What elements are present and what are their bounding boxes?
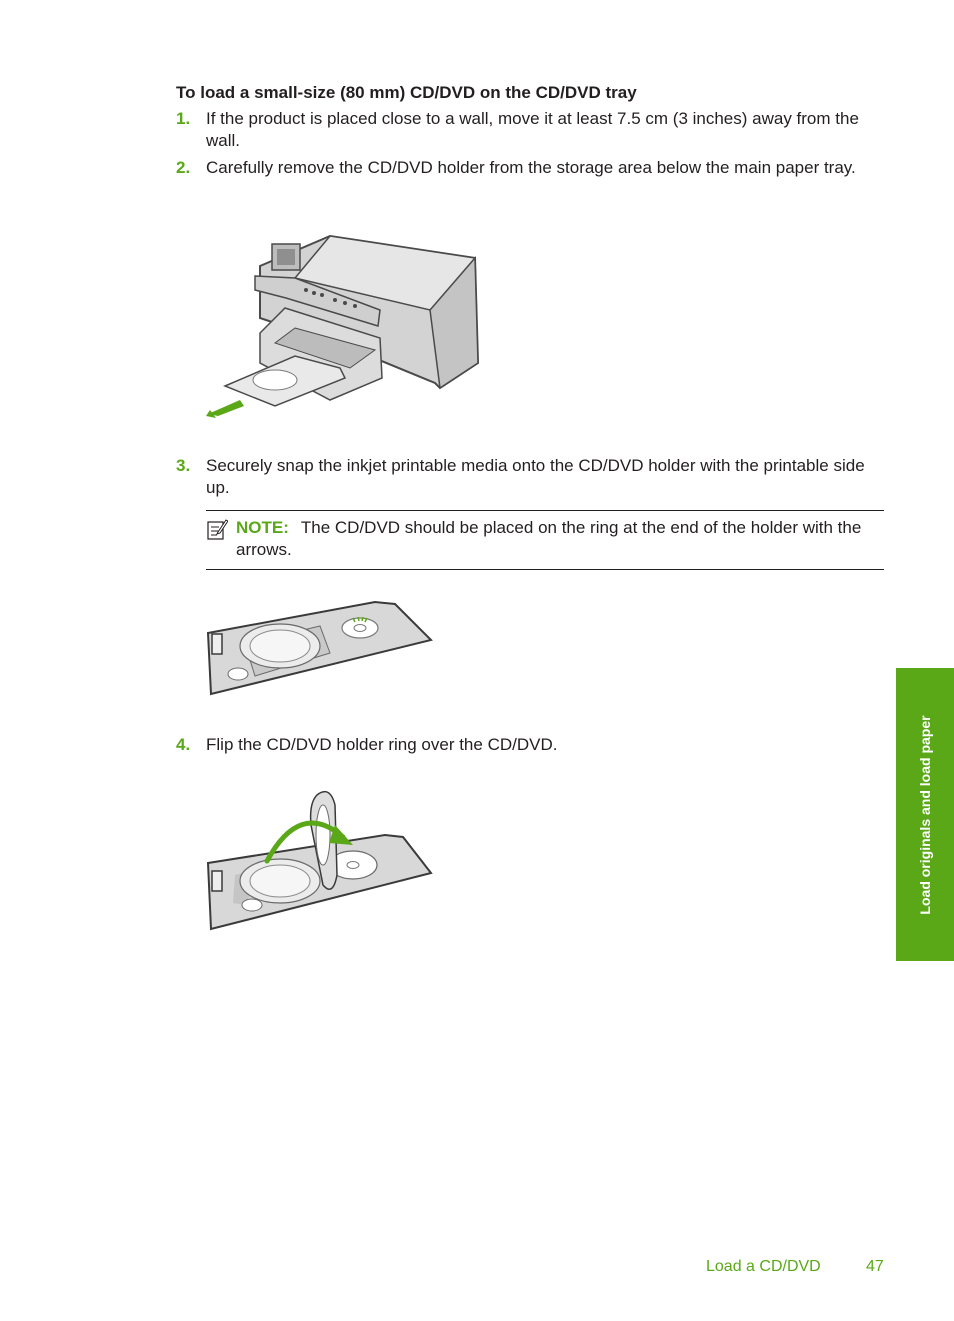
step-3: [176, 455, 886, 499]
note-label: NOTE:: [236, 518, 289, 537]
chapter-side-tab-label: Load originals and load paper: [917, 714, 933, 915]
note-body: [236, 517, 886, 561]
step-4: [176, 734, 886, 756]
chapter-side-tab: [896, 668, 954, 961]
step-number: 2.: [176, 158, 191, 177]
step-number: 3.: [176, 456, 191, 475]
section-heading: To load a small-size (80 mm) CD/DVD on the CD/DVD tray: [176, 83, 637, 102]
step-number: 1.: [176, 109, 191, 128]
printer-illustration: [200, 228, 490, 423]
step-text: Carefully remove the CD/DVD holder from the storage area below the main paper tray.: [206, 158, 856, 177]
note-text: The CD/DVD should be placed on the ring at the end of the holder with the arrows.: [236, 518, 862, 559]
note-pad-icon: [206, 518, 228, 540]
step-text: If the product is placed close to a wall, move it at least 7.5 cm (3 inches) away from the wall.: [206, 109, 859, 150]
step-text: Securely snap the inkjet printable media onto the CD/DVD holder with the printable side up.: [206, 456, 865, 497]
step-2: [176, 157, 886, 179]
step-text: Flip the CD/DVD holder ring over the CD/DVD.: [206, 735, 558, 754]
footer-section-title: Load a CD/DVD: [706, 1258, 821, 1275]
step-number: 4.: [176, 735, 191, 754]
footer-page-number: 47: [866, 1258, 884, 1275]
note-box: [206, 510, 884, 570]
cd-holder-ring-flip-illustration: [205, 785, 435, 935]
cd-holder-disc-illustration: [205, 598, 435, 698]
step-1: [176, 108, 886, 152]
